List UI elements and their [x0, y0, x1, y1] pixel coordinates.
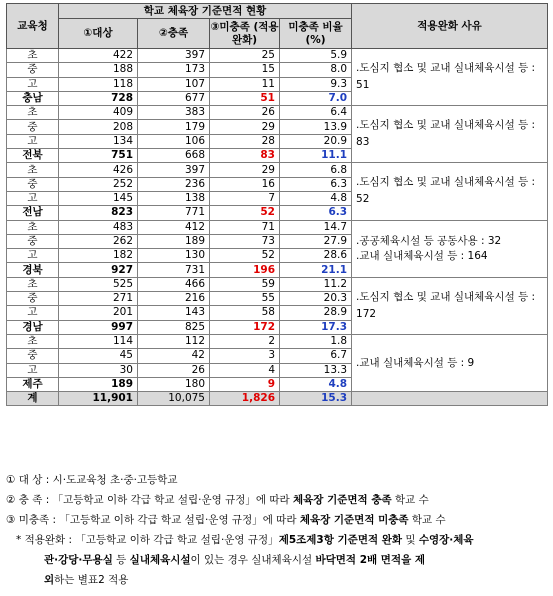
level-cell: 고 — [7, 77, 59, 91]
level-cell: 고 — [7, 306, 59, 320]
note-unmet — [6, 510, 547, 530]
header-title: 학교 체육장 기준면적 현황 — [59, 4, 352, 19]
region-cell: 전북 — [7, 149, 59, 163]
total-meet: 10,075 — [138, 392, 210, 406]
target-cell: 271 — [59, 292, 138, 306]
table-row — [7, 334, 548, 348]
subtotal-ratio: 4.8 — [280, 377, 352, 391]
target-cell: 422 — [59, 49, 138, 63]
ratio-cell: 9.3 — [280, 77, 352, 91]
target-cell: 118 — [59, 77, 138, 91]
subtotal-ratio: 6.3 — [280, 206, 352, 220]
header-office: 교육청 — [7, 4, 59, 49]
subtotal-meet: 677 — [138, 91, 210, 105]
subtotal-unmet: 172 — [210, 320, 280, 334]
subtotal-meet: 668 — [138, 149, 210, 163]
ratio-cell: 5.9 — [280, 49, 352, 63]
target-cell: 134 — [59, 134, 138, 148]
ratio-cell: 20.9 — [280, 134, 352, 148]
meet-cell: 173 — [138, 63, 210, 77]
unmet-cell: 11 — [210, 77, 280, 91]
ratio-cell: 11.2 — [280, 277, 352, 291]
level-cell: 고 — [7, 363, 59, 377]
total-row — [7, 392, 548, 406]
unmet-cell: 71 — [210, 220, 280, 234]
target-cell: 262 — [59, 234, 138, 248]
target-cell: 182 — [59, 249, 138, 263]
reason-cell — [352, 49, 548, 106]
header-meet: ②충족 — [138, 19, 210, 49]
target-cell: 208 — [59, 120, 138, 134]
header-unmet: ③미충족 (적용완화) — [210, 19, 280, 49]
subtotal-target: 823 — [59, 206, 138, 220]
note-meet — [6, 490, 547, 510]
level-cell: 고 — [7, 191, 59, 205]
meet-cell: 42 — [138, 349, 210, 363]
reason-text: .공공체육시설 등 공동사용 : 32 — [356, 234, 502, 247]
target-cell: 201 — [59, 306, 138, 320]
target-cell: 145 — [59, 191, 138, 205]
table-row — [7, 106, 548, 120]
region-cell: 전남 — [7, 206, 59, 220]
note-relief-e: 관·강당·무용실 — [44, 554, 113, 566]
ratio-cell: 8.0 — [280, 63, 352, 77]
level-cell: 초 — [7, 49, 59, 63]
facility-table — [6, 3, 548, 406]
meet-cell: 130 — [138, 249, 210, 263]
reason-cell — [352, 334, 548, 391]
subtotal-unmet: 52 — [210, 206, 280, 220]
subtotal-meet: 731 — [138, 263, 210, 277]
reason-text: .교내 실내체육시설 등 : 9 — [356, 356, 475, 369]
level-cell: 초 — [7, 220, 59, 234]
unmet-cell: 59 — [210, 277, 280, 291]
subtotal-target: 189 — [59, 377, 138, 391]
subtotal-unmet: 51 — [210, 91, 280, 105]
note-relief-i: 바닥면적 2배 면적을 제 — [315, 554, 426, 566]
meet-cell: 138 — [138, 191, 210, 205]
target-cell: 45 — [59, 349, 138, 363]
note-relief-k: 하는 별표2 적용 — [54, 574, 129, 586]
ratio-cell: 14.7 — [280, 220, 352, 234]
target-cell: 525 — [59, 277, 138, 291]
target-cell: 483 — [59, 220, 138, 234]
subtotal-ratio: 11.1 — [280, 149, 352, 163]
level-cell: 초 — [7, 277, 59, 291]
table-row — [7, 220, 548, 234]
level-cell: 고 — [7, 249, 59, 263]
total-label: 계 — [7, 392, 59, 406]
note-relief-j: 외 — [44, 574, 55, 586]
notes — [6, 470, 547, 590]
note-relief-f: 등 — [112, 554, 130, 566]
region-cell: 충남 — [7, 91, 59, 105]
unmet-cell: 3 — [210, 349, 280, 363]
reason-text-2: .교내 실내체육시설 등 : 164 — [356, 249, 488, 262]
reason-text: .도심지 협소 및 교내 실내체육시설 등 : 52 — [356, 176, 536, 206]
meet-cell: 143 — [138, 306, 210, 320]
subtotal-unmet: 83 — [210, 149, 280, 163]
note-relief-d: 수영장·체육 — [418, 534, 474, 546]
meet-cell: 397 — [138, 163, 210, 177]
meet-cell: 106 — [138, 134, 210, 148]
note-relief — [6, 530, 547, 550]
meet-cell: 466 — [138, 277, 210, 291]
level-cell: 초 — [7, 334, 59, 348]
ratio-cell: 13.3 — [280, 363, 352, 377]
note-target-text: ① 대 상 : 시·도교육청 초·중·고등학교 — [6, 474, 178, 486]
meet-cell: 179 — [138, 120, 210, 134]
total-unmet: 1,826 — [210, 392, 280, 406]
region-cell: 제주 — [7, 377, 59, 391]
note-relief-3 — [6, 570, 547, 590]
target-cell: 426 — [59, 163, 138, 177]
note-relief-c: 및 — [402, 534, 419, 546]
level-cell: 고 — [7, 134, 59, 148]
ratio-cell: 6.7 — [280, 349, 352, 363]
unmet-cell: 29 — [210, 120, 280, 134]
reason-cell — [352, 106, 548, 163]
note-relief-2 — [6, 550, 547, 570]
target-cell: 409 — [59, 106, 138, 120]
ratio-cell: 6.3 — [280, 177, 352, 191]
meet-cell: 216 — [138, 292, 210, 306]
level-cell: 중 — [7, 349, 59, 363]
subtotal-ratio: 17.3 — [280, 320, 352, 334]
ratio-cell: 6.4 — [280, 106, 352, 120]
ratio-cell: 13.9 — [280, 120, 352, 134]
meet-cell: 236 — [138, 177, 210, 191]
note-unmet-b: 체육장 기준면적 미충족 — [299, 514, 409, 526]
note-meet-c: 학교 수 — [391, 494, 429, 506]
level-cell: 중 — [7, 292, 59, 306]
unmet-cell: 29 — [210, 163, 280, 177]
unmet-cell: 28 — [210, 134, 280, 148]
region-cell: 경남 — [7, 320, 59, 334]
ratio-cell: 28.6 — [280, 249, 352, 263]
note-relief-h: 이 있는 경우 실내체육시설 — [190, 554, 316, 566]
reason-cell — [352, 163, 548, 220]
note-relief-g: 실내체육시설 — [129, 554, 191, 566]
ratio-cell: 1.8 — [280, 334, 352, 348]
target-cell: 188 — [59, 63, 138, 77]
ratio-cell: 6.8 — [280, 163, 352, 177]
total-target: 11,901 — [59, 392, 138, 406]
unmet-cell: 26 — [210, 106, 280, 120]
note-unmet-c: 학교 수 — [408, 514, 446, 526]
subtotal-meet: 180 — [138, 377, 210, 391]
ratio-cell: 28.9 — [280, 306, 352, 320]
unmet-cell: 15 — [210, 63, 280, 77]
note-relief-a: * 적용완화 : 「고등학교 이하 각급 학교 설립·운영 규정」 — [16, 534, 279, 546]
reason-text: .도심지 협소 및 교내 실내체육시설 등 : 83 — [356, 119, 536, 149]
level-cell: 중 — [7, 120, 59, 134]
unmet-cell: 16 — [210, 177, 280, 191]
unmet-cell: 25 — [210, 49, 280, 63]
table-row — [7, 163, 548, 177]
level-cell: 중 — [7, 234, 59, 248]
subtotal-target: 751 — [59, 149, 138, 163]
header-ratio: 미충족 비율(%) — [280, 19, 352, 49]
target-cell: 252 — [59, 177, 138, 191]
meet-cell: 112 — [138, 334, 210, 348]
subtotal-target: 728 — [59, 91, 138, 105]
subtotal-ratio: 21.1 — [280, 263, 352, 277]
note-meet-b: 체육장 기준면적 충족 — [293, 494, 392, 506]
unmet-cell: 55 — [210, 292, 280, 306]
ratio-cell: 4.8 — [280, 191, 352, 205]
level-cell: 중 — [7, 63, 59, 77]
target-cell: 114 — [59, 334, 138, 348]
header-target: ①대상 — [59, 19, 138, 49]
level-cell: 초 — [7, 163, 59, 177]
unmet-cell: 7 — [210, 191, 280, 205]
unmet-cell: 2 — [210, 334, 280, 348]
subtotal-target: 997 — [59, 320, 138, 334]
header-reason: 적용완화 사유 — [352, 4, 548, 49]
subtotal-meet: 825 — [138, 320, 210, 334]
meet-cell: 383 — [138, 106, 210, 120]
ratio-cell: 27.9 — [280, 234, 352, 248]
unmet-cell: 73 — [210, 234, 280, 248]
level-cell: 중 — [7, 177, 59, 191]
meet-cell: 26 — [138, 363, 210, 377]
meet-cell: 107 — [138, 77, 210, 91]
total-reason — [352, 392, 548, 406]
reason-text: .도심지 협소 및 교내 실내체육시설 등 : 172 — [356, 290, 536, 320]
subtotal-unmet: 196 — [210, 263, 280, 277]
unmet-cell: 52 — [210, 249, 280, 263]
reason-cell — [352, 220, 548, 277]
note-relief-b: 제5조제3항 기준면적 완화 — [278, 534, 403, 546]
table-row — [7, 277, 548, 291]
subtotal-target: 927 — [59, 263, 138, 277]
target-cell: 30 — [59, 363, 138, 377]
meet-cell: 189 — [138, 234, 210, 248]
table-row — [7, 49, 548, 63]
subtotal-ratio: 7.0 — [280, 91, 352, 105]
ratio-cell: 20.3 — [280, 292, 352, 306]
note-unmet-a: ③ 미충족 : 「고등학교 이하 각급 학교 설립·운영 규정」에 따라 — [6, 514, 300, 526]
unmet-cell: 4 — [210, 363, 280, 377]
region-cell: 경북 — [7, 263, 59, 277]
meet-cell: 397 — [138, 49, 210, 63]
subtotal-unmet: 9 — [210, 377, 280, 391]
reason-text: .도심지 협소 및 교내 실내체육시설 등 : 51 — [356, 62, 536, 92]
subtotal-meet: 771 — [138, 206, 210, 220]
note-meet-a: ② 충 족 : 「고등학교 이하 각급 학교 설립·운영 규정」에 따라 — [6, 494, 294, 506]
level-cell: 초 — [7, 106, 59, 120]
reason-cell — [352, 277, 548, 334]
total-ratio: 15.3 — [280, 392, 352, 406]
note-target — [6, 470, 547, 490]
unmet-cell: 58 — [210, 306, 280, 320]
meet-cell: 412 — [138, 220, 210, 234]
